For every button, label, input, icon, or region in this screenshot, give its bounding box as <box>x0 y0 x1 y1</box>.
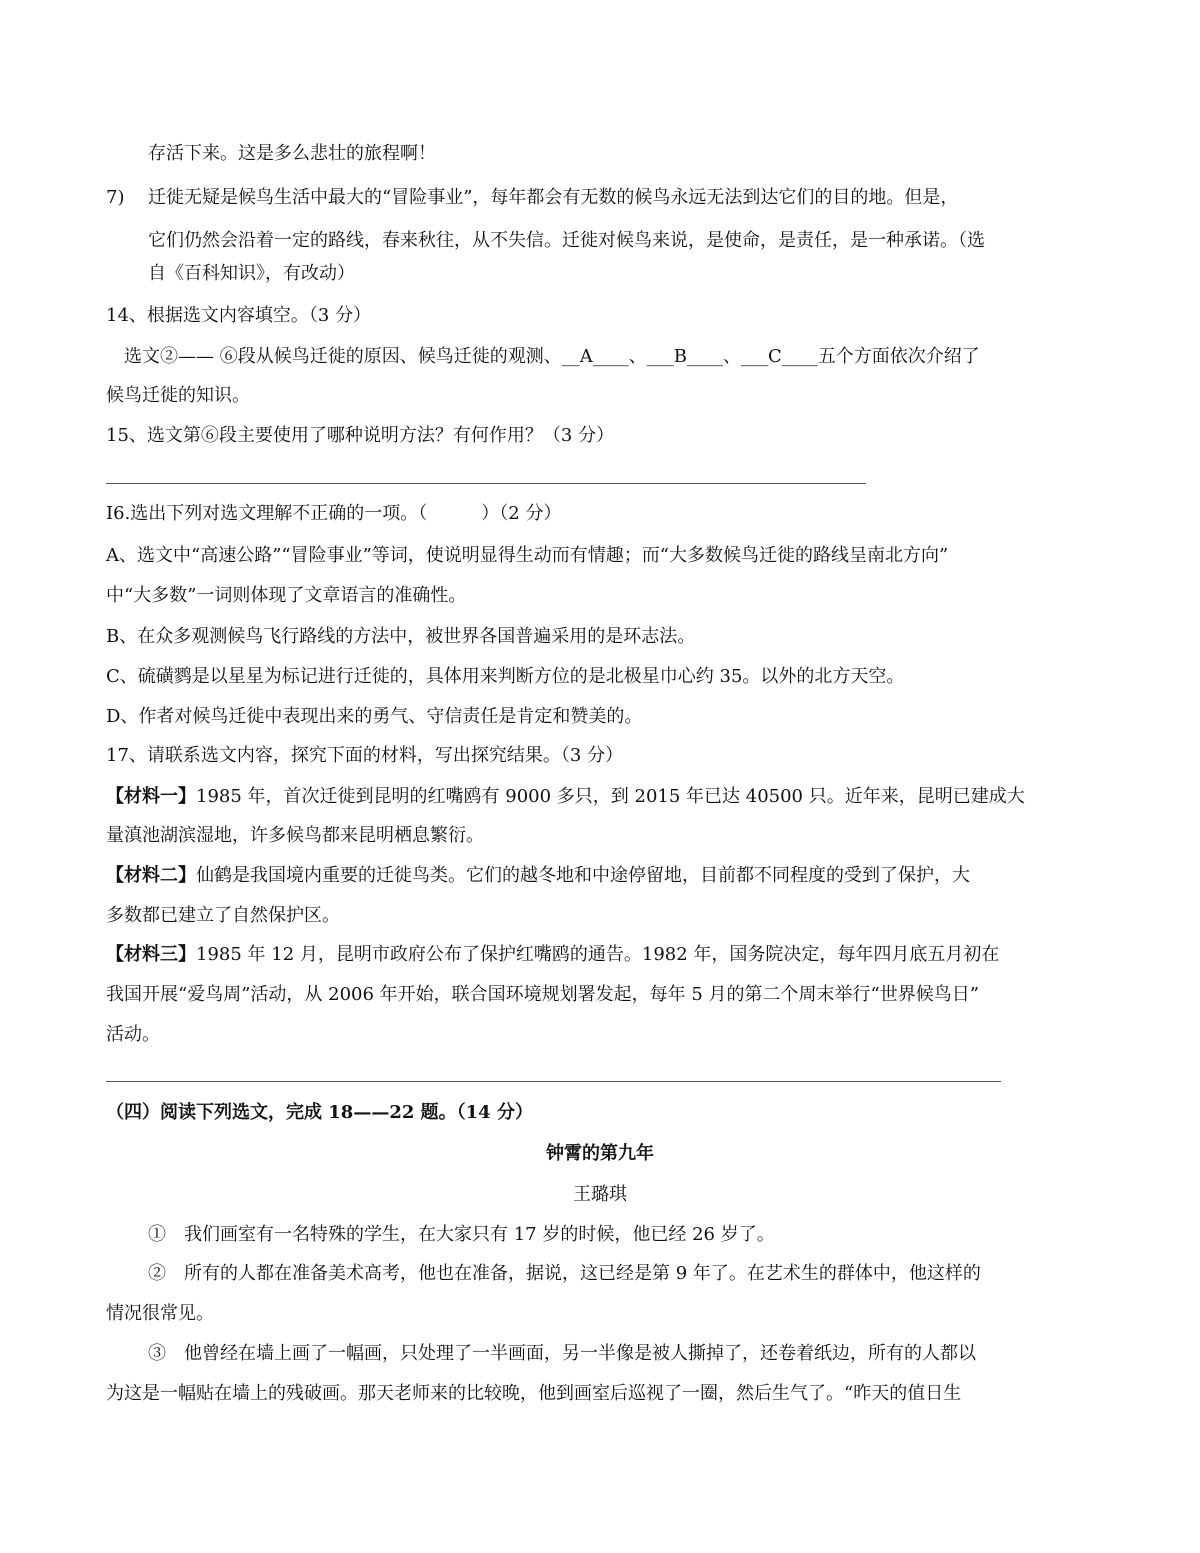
option-d: D、作者对候鸟迁徙中表现出来的勇气、守信责任是肯定和赞美的。 <box>106 706 643 727</box>
passage-line: 自《百科知识》，有改动） <box>148 263 355 284</box>
question-14-body: 候鸟迁徙的知识。 <box>106 385 250 406</box>
question-15-stem: 15、选文第⑥段主要使用了哪种说明方法？有何作用？（3 分） <box>106 425 615 446</box>
material-2-cont: 多数都已建立了自然保护区。 <box>106 905 340 926</box>
material-2-text: 仙鹤是我国境内重要的迁徙鸟类。它们的越冬地和中途停留地，目前都不同程度的受到了保护，大 <box>196 865 970 886</box>
option-c: C、硫磺鹨是以星星为标记进行迁徙的，具体用来判断方位的是北极星巾心约 35。以外的北方天空。 <box>106 666 905 687</box>
passage-line: 它们仍然会沿着一定的路线，春来秋往，从不失信。迁徙对候鸟来说，是使命，是责任，是一种承诺。（选 <box>148 230 985 251</box>
material-1-cont: 量滇池湖滨湿地，许多候鸟都来昆明栖息繁衍。 <box>106 825 484 846</box>
article-author: 王璐琪 <box>573 1184 627 1205</box>
option-a: A、选文中“高速公路”“冒险事业”等词，使说明显得生动而有情趣；而“大多数候鸟迁徙的路线呈南北方向” <box>106 545 949 566</box>
answer-line[interactable] <box>106 1081 1001 1082</box>
article-paragraph: ① 我们画室有一名特殊的学生，在大家只有 17 岁的时候，他已经 26 岁了。 <box>148 1224 775 1245</box>
passage-line: 迁徙无疑是候鸟生活中最大的“冒险事业”，每年都会有无数的候鸟永远无法到达它们的目的地。但是， <box>148 187 959 208</box>
option-a: 中“大多数”一词则体现了文章语言的准确性。 <box>106 585 467 606</box>
question-14-body: 选文②—— ⑥段从候鸟迁徙的原因、候鸟迁徙的观测、__A____、___B____、___C____五个方面依次介绍了 <box>124 346 980 367</box>
material-2 <box>106 864 970 888</box>
question-16-stem: I6.选出下列对选文理解不正确的一项。（ ）（2 分） <box>106 503 562 524</box>
article-paragraph-cont: 为这是一幅贴在墙上的残破画。那天老师来的比较晚，他到画室后巡视了一圈，然后生气了。“昨天的值日生 <box>106 1383 962 1404</box>
article-paragraph: ③ 他曾经在墙上画了一幅画，只处理了一半画面，另一半像是被人撕掉了，还卷着纸边，所有的人都以 <box>148 1343 976 1364</box>
material-3 <box>106 943 999 967</box>
question-17-stem: 17、请联系选文内容，探究下面的材料，写出探究结果。（3 分） <box>106 745 624 766</box>
option-b: B、在众多观测候鸟飞行路线的方法中，被世界各国普遍采用的是环志法。 <box>106 626 696 647</box>
answer-line[interactable] <box>106 483 866 484</box>
article-paragraph: ② 所有的人都在准备美术高考，他也在准备，据说，这已经是第 9 年了。在艺术生的群体中，他这样的 <box>148 1263 981 1284</box>
material-2-tag: 【材料二】 <box>106 865 196 886</box>
paragraph-number: 7) <box>106 187 125 208</box>
material-3-cont: 活动。 <box>106 1024 160 1045</box>
material-3-text: 1985 年 12 月，昆明市政府公布了保护红嘴鸥的通告。1982 年，国务院决定，每年四月底五月初在 <box>196 944 1000 965</box>
material-1-text: 1985 年，首次迁徙到昆明的红嘴鸥有 9000 多只，到 2015 年已达 40500 只。近年来，昆明已建成大 <box>196 786 1025 807</box>
article-paragraph-cont: 情况很常见。 <box>106 1303 214 1324</box>
material-1 <box>106 785 1025 809</box>
material-3-tag: 【材料三】 <box>106 944 196 965</box>
passage-line: 存活下来。这是多么悲壮的旅程啊！ <box>148 143 436 164</box>
section-heading: （四）阅读下列选文，完成 18——22 题。（14 分） <box>106 1102 533 1123</box>
material-1-tag: 【材料一】 <box>106 786 196 807</box>
article-title: 钟霄的第九年 <box>546 1143 654 1164</box>
question-14-stem: 14、根据选文内容填空。（3 分） <box>106 305 372 326</box>
material-3-cont: 我国开展“爱鸟周”活动，从 2006 年开始，联合国环境规划署发起，每年 5 月的第二个周末举行“世界候鸟日” <box>106 984 979 1005</box>
